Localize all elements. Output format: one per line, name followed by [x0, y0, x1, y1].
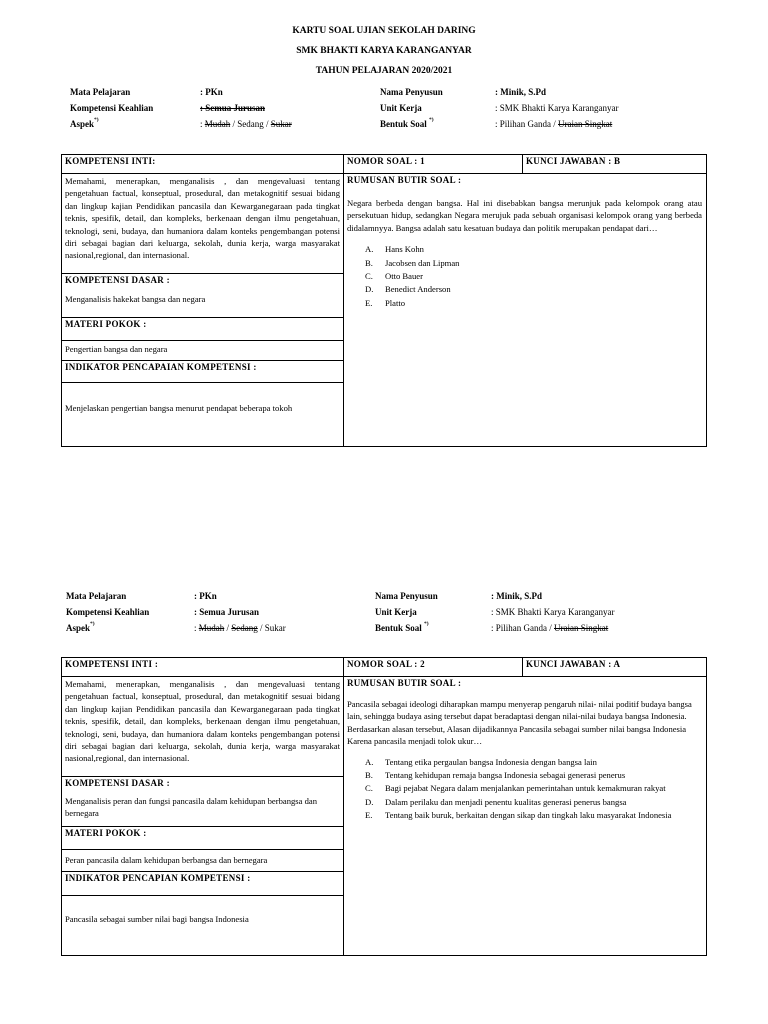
bentuk-value: : Pilihan Ganda / Uraian Singkat	[491, 623, 609, 633]
rumusan-label: RUMUSAN BUTIR SOAL :	[347, 175, 462, 185]
card2-meta-left	[66, 588, 356, 636]
card1-left-column	[62, 155, 344, 446]
card1-right-column	[344, 155, 706, 446]
aspek-label: Aspek*)	[70, 117, 99, 129]
school-name: SMK BHAKTI KARYA KARANGANYAR	[296, 46, 472, 56]
kd-text: Menganalisis peran dan fungsi pancasila dalam kehidupan berbangsa dan bernegara	[65, 796, 318, 819]
unit-label: Unit Kerja	[380, 103, 422, 113]
option-b: B. Tentang kehidupan remaja bangsa Indonesia sebagai generasi penerus	[365, 770, 626, 781]
aspek-label: Aspek*)	[66, 621, 95, 633]
answer-options	[365, 243, 702, 310]
unit-value: : SMK Bhakti Karya Karanganyar	[495, 103, 619, 113]
question-card-1	[61, 154, 707, 447]
rumusan-label: RUMUSAN BUTIR SOAL :	[347, 678, 462, 688]
option-d: D. Dalam perilaku dan menjadi penentu kualitas generasi penerus bangsa	[365, 796, 627, 807]
penyusun-value: : Minik, S.Pd	[495, 87, 547, 97]
ipk-text: Pancasila sebagai sumber nilai bagi bangsa Indonesia	[65, 914, 249, 924]
ki-text: Memahami, menerapkan, menganalisis , dan mengevaluasi tentang pengetahuan factual, konseptual, prosedural, dan metakognitif sesuai bidang dan lingkup kajian Pendidikan pancasila dan Kewarganegaraan pada tingkat teknis, spesifik, detail, dan kompleks, berkenaan dengan ilmu pengetahuan, teknologi, seni, budaya, dan humaniora dalam konteks pengembangan potensi diri sebagai bagian dari keluarga, sekolah, dunia kerja, warga masyarakat nasional,regional, dan internasional.	[65, 176, 340, 261]
mapel-label: Mata Pelajaran	[70, 87, 131, 97]
mp-text: Peran pancasila dalam kehidupan berbangsa dan bernegara	[65, 855, 268, 865]
academic-year: TAHUN PELAJARAN 2020/2021	[315, 66, 453, 76]
aspek-value: : Mudah / Sedang / Sukar	[194, 623, 286, 633]
mapel-label: Mata Pelajaran	[66, 591, 127, 601]
option-e: E. Platto	[365, 297, 406, 308]
keahlian-label: Kompetensi Keahlian	[66, 607, 150, 617]
penyusun-value: : Minik, S.Pd	[491, 591, 543, 601]
unit-value: : SMK Bhakti Karya Karanganyar	[491, 607, 615, 617]
ipk-label: INDIKATOR PENCAPIAN KOMPETENSI :	[65, 873, 251, 883]
option-e: E. Tentang baik buruk, berkaitan dengan sikap dan tingkah laku masyarakat Indonesia	[365, 810, 672, 821]
question-text: Pancasila sebagai ideologi diharapkan mampu menyerap pengaruh nilai- nilai poditif budaya bangsa lain, sehingga budaya asing tersebut dapat beradaptasi dengan nilai-nilai budaya bangsa Indonesia. Berdasarkan alasan tersebut, Alasan dijadikannya Pancasila sebagai sumber nilai bangsa Indonesia Karena pancasila menjadi tolok ukur…	[347, 699, 692, 747]
kd-label: KOMPETENSI DASAR :	[65, 778, 170, 788]
kunci-jawaban: KUNCI JAWABAN : A	[526, 659, 621, 669]
card2-right-column	[344, 658, 706, 955]
keahlian-value: : Semua Jurusan	[194, 607, 260, 617]
question-card-2	[61, 657, 707, 956]
ki-label: KOMPETENSI INTI :	[65, 659, 159, 669]
document-title: KARTU SOAL UJIAN SEKOLAH DARING	[292, 26, 476, 36]
card1-meta-left	[70, 84, 350, 132]
answer-options	[365, 756, 702, 823]
card1-meta-right	[380, 84, 720, 132]
keahlian-value: : Semua Jurusan	[200, 103, 266, 113]
question-text: Negara berbeda dengan bangsa. Hal ini disebabkan bangsa merunjuk pada kelompok orang atau persekutuan hidup, sedangkan Negara merujuk pada sebuah organisasi kelompok orang yang berbeda didalamnyya. Bangsa adalah satu kesatuan budaya dan politik merupakan pendapat dari…	[347, 198, 702, 233]
aspek-value: : Mudah / Sedang / Sukar	[200, 119, 292, 129]
kd-text: Menganalisis hakekat bangsa dan negara	[65, 294, 206, 304]
ipk-text: Menjelaskan pengertian bangsa menurut pendapat beberapa tokoh	[65, 403, 293, 413]
option-a: A. Tentang etika pergaulan bangsa Indonesia dengan bangsa lain	[365, 756, 597, 767]
option-b: B. Jacobsen dan Lipman	[365, 257, 460, 268]
option-c: C. Otto Bauer	[365, 271, 423, 282]
bentuk-value: : Pilihan Ganda / Uraian Singkat	[495, 119, 613, 129]
bentuk-label: Bentuk Soal *)	[375, 621, 429, 633]
unit-label: Unit Kerja	[375, 607, 417, 617]
mp-text: Pengertian bangsa dan negara	[65, 344, 168, 354]
option-c: C. Bagi pejabat Negara dalam menjalankan pemerintahan untuk kemakmuran rakyat	[365, 783, 666, 794]
ki-text: Memahami, menerapkan, menganalisis , dan mengevaluasi tentang pengetahuan factual, konseptual, prosedural, dan metakognitif sesuai bidang dan lingkup kajian Pendidikan pancasila dan Kewarganegaraan pada tingkat teknis, spesifik, detail, dan kompleks, berkenaan dengan ilmu pengetahuan, teknologi, seni, budaya, dan humaniora dalam konteks pengembangan potensi diri sebagai bagian dari keluarga, sekolah, dunia kerja, warga masyarakat nasional,regional, dan internasional.	[65, 679, 340, 764]
mp-label: MATERI POKOK :	[65, 828, 147, 838]
card2-meta-right	[375, 588, 720, 636]
kd-label: KOMPETENSI DASAR :	[65, 275, 170, 285]
mapel-value: : PKn	[194, 591, 217, 601]
keahlian-label: Kompetensi Keahlian	[70, 103, 154, 113]
ki-label: KOMPETENSI INTI:	[65, 156, 156, 166]
bentuk-label: Bentuk Soal *)	[380, 117, 434, 129]
nomor-soal: NOMOR SOAL : 1	[347, 156, 425, 166]
nomor-soal: NOMOR SOAL : 2	[347, 659, 425, 669]
penyusun-label: Nama Penyusun	[375, 591, 438, 601]
mapel-value: : PKn	[200, 87, 223, 97]
mp-label: MATERI POKOK :	[65, 319, 147, 329]
card2-left-column	[62, 658, 344, 955]
option-a: A. Hans Kohn	[365, 244, 424, 255]
kunci-jawaban: KUNCI JAWABAN : B	[526, 156, 621, 166]
ipk-label: INDIKATOR PENCAPAIAN KOMPETENSI :	[65, 362, 257, 372]
penyusun-label: Nama Penyusun	[380, 87, 443, 97]
option-d: D. Benedict Anderson	[365, 284, 451, 295]
